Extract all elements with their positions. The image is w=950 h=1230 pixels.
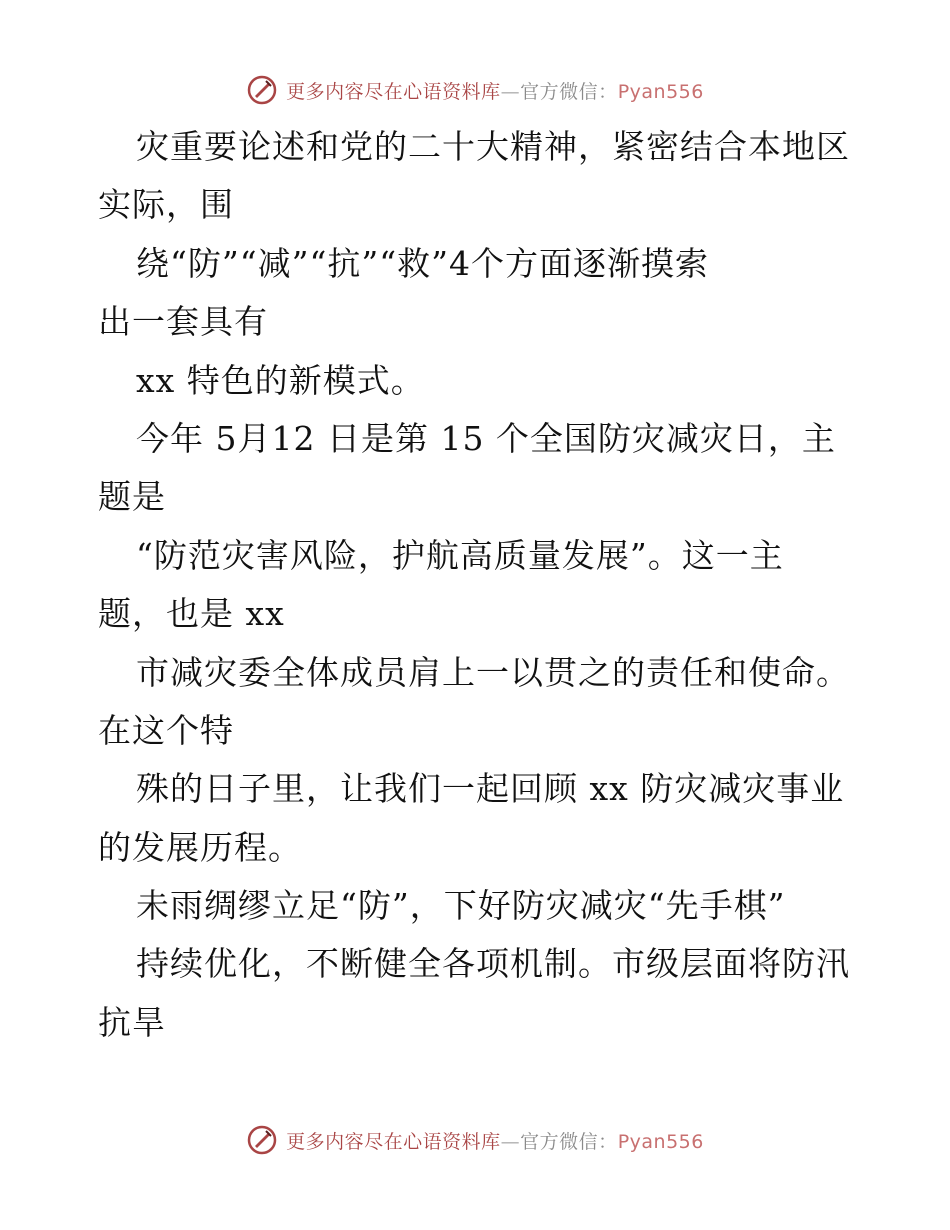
brand-logo-icon bbox=[246, 1124, 278, 1156]
body-line: 抗旱 bbox=[98, 1002, 166, 1042]
banner-separator: — bbox=[500, 80, 521, 103]
body-line: 今年 5月12 日是第 15 个全国防灾减灾日，主 bbox=[136, 418, 836, 458]
footer-banner-text bbox=[286, 1127, 704, 1154]
body-line: 的发展历程。 bbox=[98, 827, 302, 867]
body-line: 绕“防”“减”“抗”“救”4个方面逐渐摸索 bbox=[136, 243, 709, 283]
body-line: 题，也是 xx bbox=[98, 594, 285, 634]
banner-wechat-id: Pyan556 bbox=[617, 1130, 704, 1153]
brand-logo-icon bbox=[246, 74, 278, 106]
document-body bbox=[98, 118, 858, 1052]
body-line: 持续优化，不断健全各项机制。市级层面将防汛 bbox=[136, 944, 850, 984]
header-banner-text bbox=[286, 77, 704, 104]
body-line: 殊的日子里，让我们一起回顾 xx 防灾减灾事业 bbox=[136, 769, 845, 809]
header-banner bbox=[0, 70, 950, 110]
banner-contact-label: 官方微信： bbox=[520, 80, 618, 103]
banner-wechat-id: Pyan556 bbox=[617, 80, 704, 103]
body-line: 在这个特 bbox=[98, 710, 234, 750]
banner-separator: — bbox=[500, 1130, 521, 1153]
body-line: 未雨绸缪立足“防”，下好防灾减灾“先手棋” bbox=[136, 886, 786, 926]
body-line: “防范灾害风险，护航高质量发展”。这一主 bbox=[136, 535, 784, 575]
body-line: 市减灾委全体成员肩上一以贯之的责任和使命。 bbox=[136, 652, 850, 692]
body-line: 实际，围 bbox=[98, 185, 234, 225]
body-line: 出一套具有 bbox=[98, 302, 268, 342]
body-line: 灾重要论述和党的二十大精神，紧密结合本地区 bbox=[136, 127, 850, 166]
body-line: xx 特色的新模式。 bbox=[136, 360, 425, 400]
footer-banner bbox=[0, 1120, 950, 1160]
banner-contact-label: 官方微信： bbox=[520, 1130, 618, 1153]
banner-brand-text: 更多内容尽在心语资料库 bbox=[286, 80, 501, 103]
banner-brand-text: 更多内容尽在心语资料库 bbox=[286, 1130, 501, 1153]
body-line: 题是 bbox=[98, 477, 166, 517]
